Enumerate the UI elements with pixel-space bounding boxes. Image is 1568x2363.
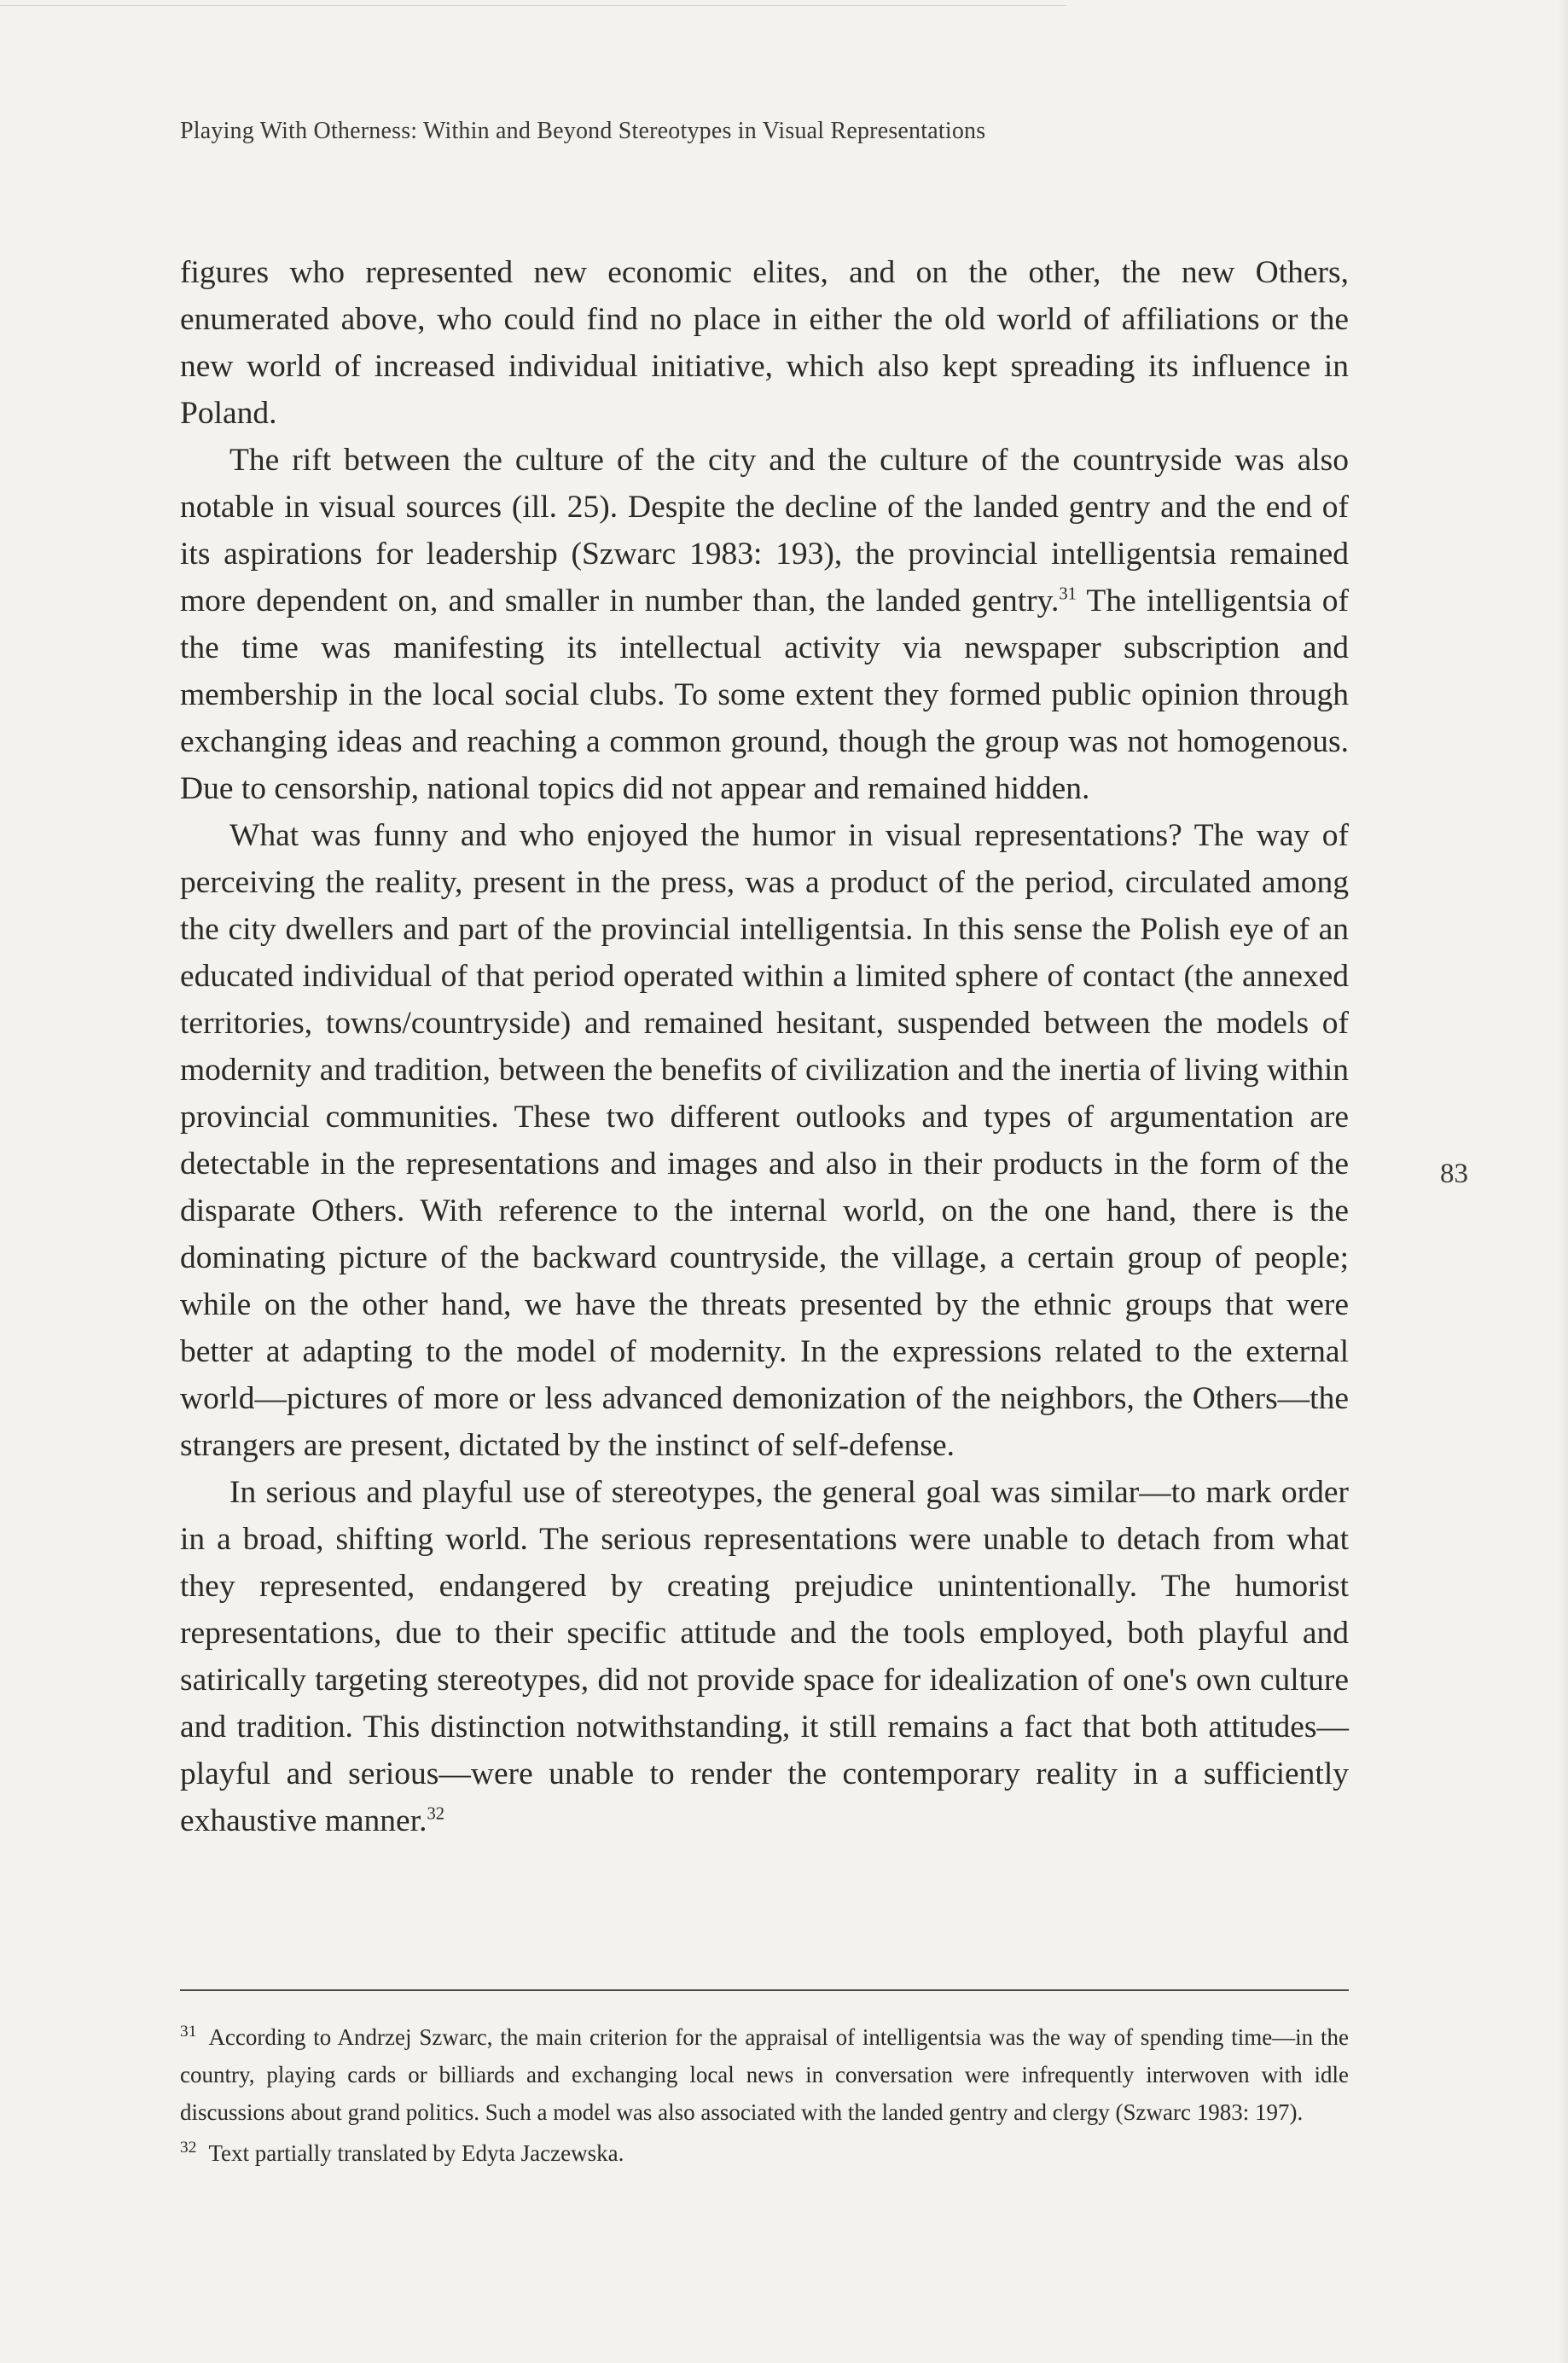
paragraph-2-text-a: The rift between the culture of the city and the culture of the countryside was also notable in visual sources (ill. 25). Despite the decline of the landed gentry and the end of its aspirations for leadership (Szwarc 1983: 193), the provincial intelligentsia remained more dependent on, and smaller in number than, the landed gentry. — [180, 443, 1349, 618]
footnote-text-31: According to Andrzej Szwarc, the main criterion for the appraisal of intelligentsia was the way of spending time—in the country, playing cards or billiards and exchanging local news in conversation were infrequently interwoven with idle discussions about grand politics. Such a model was also associated with the landed gentry and clergy (Szwarc 1983: 197). — [180, 2024, 1349, 2125]
body-text — [180, 249, 1349, 1844]
footnote-ref-32[interactable]: 32 — [427, 1804, 445, 1824]
footnote-divider — [180, 1989, 1349, 1991]
page-edge-shadow — [1558, 0, 1568, 2363]
paragraph-1 — [180, 249, 1349, 437]
footnotes — [180, 2018, 1349, 2175]
footnote-31 — [180, 2018, 1349, 2131]
page-number: 83 — [1440, 1158, 1468, 1189]
top-edge-line — [0, 5, 1066, 6]
footnote-text-32: Text partially translated by Edyta Jaczewska. — [208, 2140, 624, 2166]
paragraph-2-text-b: The intelligentsia of the time was manifesting its intellectual activity via newspaper subscription and membership in the local social clubs. To some extent they formed public opinion through exchanging ideas and reaching a common ground, though the group was not homogenous. Due to censorship, national topics did not appear and remained hidden. — [180, 583, 1349, 806]
paragraph-3-text: What was funny and who enjoyed the humor in visual representations? The way of perceiving the reality, present in the press, was a product of the period, circulated among the city dwellers and part of the provincial intelligentsia. In this sense the Polish eye of an educated individual of that period operated within a limited sphere of contact (the annexed territories, towns/countryside) and remained hesitant, suspended between the models of modernity and tradition, between the benefits of civilization and the inertia of living within provincial communities. These two different outlooks and types of argumentation are detectable in the representations and images and also in their products in the form of the disparate Others. With reference to the internal world, on the one hand, there is the dominating picture of the backward countryside, the village, a certain group of people; while on the other hand, we have the threats presented by the ethnic groups that were better at adapting to the model of modernity. In the expressions related to the external world—pictures of more or less advanced demonization of the neighbors, the Others—the strangers are present, dictated by the instinct of self-defense. — [180, 818, 1349, 1463]
paragraph-4 — [180, 1469, 1349, 1844]
paragraph-3 — [180, 812, 1349, 1469]
footnote-ref-31[interactable]: 31 — [1059, 584, 1077, 604]
paragraph-1-text: figures who represented new economic elites, and on the other, the new Others, enumerated above, who could find no place in either the old world of affiliations or the new world of increased individual initiative, which also kept spreading its influence in Poland. — [180, 255, 1349, 431]
paragraph-4-text: In serious and playful use of stereotypes, the general goal was similar—to mark order in a broad, shifting world. The serious representations were unable to detach from what they represented, endangered by creating prejudice unintentionally. The humorist representations, due to their specific attitude and the tools employed, both playful and satirically targeting stereotypes, did not provide space for idealization of one's own culture and tradition. This distinction notwithstanding, it still remains a fact that both attitudes—playful and serious—were unable to render the contemporary reality in a sufficiently exhaustive manner. — [180, 1475, 1349, 1838]
footnote-number-32: 32 — [180, 2139, 197, 2157]
footnote-32 — [180, 2134, 1349, 2172]
paragraph-2 — [180, 437, 1349, 812]
footnote-number-31: 31 — [180, 2023, 197, 2041]
running-head: Playing With Otherness: Within and Beyond Stereotypes in Visual Representations — [180, 118, 986, 144]
